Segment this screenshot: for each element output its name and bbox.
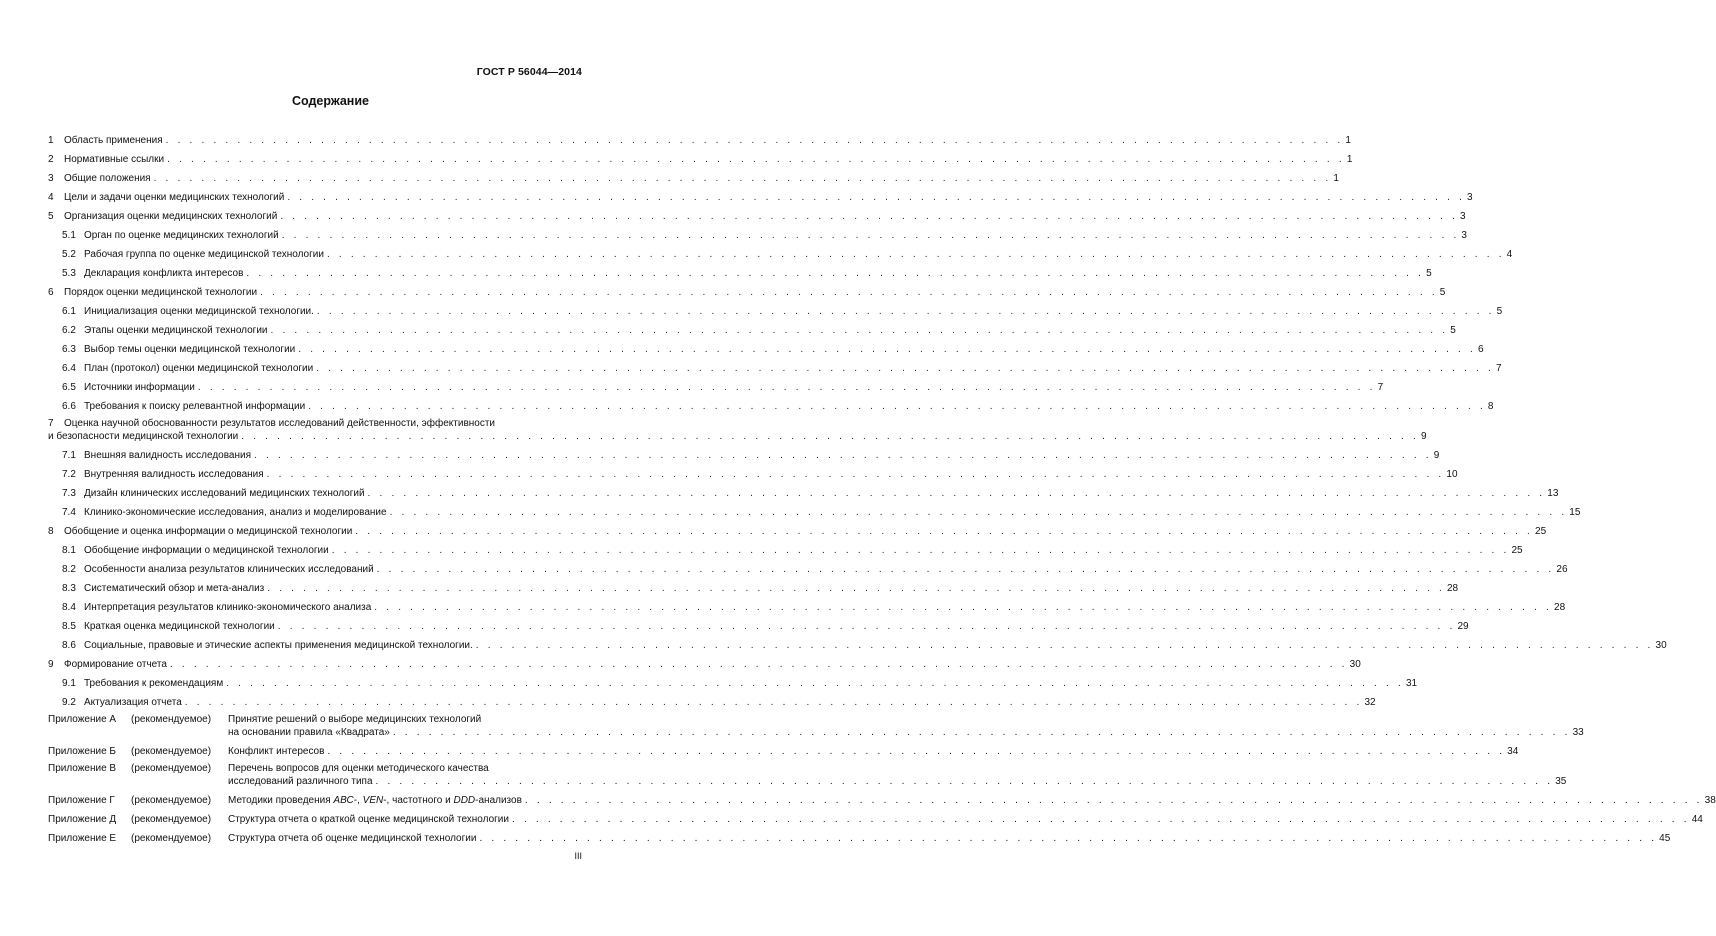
toc-entry-page: 28 [1446, 583, 1459, 594]
toc-entry-number: 8.4 [62, 602, 76, 613]
leader-dots [267, 468, 1445, 481]
appendix-title: Структура отчета об оценке медицинской технологии [228, 833, 477, 844]
toc-entry-label: Обобщение и оценка информации о медицинской технологии [64, 526, 353, 537]
leader-dots [287, 191, 1465, 204]
toc-entry-number: 6.2 [62, 325, 76, 336]
toc-entry-number: 5.1 [62, 230, 76, 241]
toc-entry-label-line2: и безопасности медицинской технологии [48, 431, 239, 442]
appendix-title-line1: Перечень вопросов для оценки методического качества [228, 763, 489, 774]
leader-dots [282, 229, 1460, 242]
appendix-type: (рекомендуемое) [131, 763, 212, 774]
appendix-title-part: -анализов [475, 795, 522, 806]
toc-entry-page: 32 [1364, 697, 1376, 708]
appendix-name: Приложение Г [48, 795, 115, 806]
toc-entry-number: 5.3 [62, 268, 76, 279]
standard-code: ГОСТ Р 56044—2014 [476, 66, 582, 78]
appendix-type: (рекомендуемое) [131, 714, 212, 725]
toc-appendix[interactable] [48, 758, 1567, 788]
appendix-name: Приложение Д [48, 814, 117, 825]
appendix-title-part: -, [353, 795, 363, 806]
toc-entry-number: 7 [48, 418, 54, 429]
toc-entry-label: Интерпретация результатов клинико-экономического анализа [84, 602, 372, 613]
toc-entry-page: 34 [1507, 746, 1519, 757]
toc-appendix[interactable] [48, 788, 1716, 807]
appendix-title-line1: Принятие решений о выборе медицинских технологий [228, 714, 482, 725]
toc-entry-page: 1 [1333, 173, 1339, 184]
leader-dots [167, 153, 1345, 166]
leader-dots [280, 210, 1458, 223]
leader-dots [298, 343, 1476, 356]
toc-subentry[interactable] [48, 595, 1566, 614]
toc-subentry[interactable] [48, 481, 1559, 500]
appendix-type: (рекомендуемое) [131, 746, 212, 757]
toc-entry-page: 7 [1377, 382, 1384, 393]
appendix-type: (рекомендуемое) [131, 833, 212, 844]
appendix-name: Приложение В [48, 763, 117, 774]
leader-dots [271, 324, 1449, 337]
appendix-title-line2: исследований различного типа [228, 776, 373, 787]
toc-entry-page: 1 [1346, 154, 1353, 165]
toc-entry-number: 6.1 [62, 306, 76, 317]
leader-dots [170, 658, 1348, 671]
toc-entry-page: 28 [1554, 602, 1566, 613]
toc-appendix[interactable] [48, 709, 1584, 739]
toc-subentry[interactable] [48, 394, 1494, 413]
appendix-title-part: -, частотного и [383, 795, 454, 806]
appendix-title: Структура отчета о краткой оценке медицинской технологии [228, 814, 509, 825]
toc-entry-label: Обобщение информации о медицинской технологии [84, 545, 329, 556]
toc-entry-label: Порядок оценки медицинской технологии [64, 287, 258, 298]
leader-dots [390, 506, 1568, 519]
toc-entry-page: 44 [1691, 814, 1703, 825]
toc-entry-page: 5 [1450, 325, 1456, 336]
toc-entry-number: 5 [48, 211, 54, 222]
toc-subentry[interactable] [48, 671, 1418, 690]
leader-dots [368, 487, 1546, 500]
appendix-type: (рекомендуемое) [131, 795, 212, 806]
leader-dots [377, 563, 1555, 576]
toc-entry[interactable] [48, 128, 1351, 147]
toc-entry-number: 8.1 [62, 545, 76, 556]
leader-dots [327, 248, 1505, 261]
toc-subentry[interactable] [48, 337, 1484, 356]
toc-entry-label: Актуализация отчета [84, 697, 182, 708]
leader-dots [254, 449, 1432, 462]
toc-entry-page: 35 [1555, 776, 1567, 787]
toc-subentry[interactable] [48, 223, 1467, 242]
toc-entry-label: Область применения [64, 135, 163, 146]
toc-appendix[interactable] [48, 739, 1519, 758]
leader-dots [512, 813, 1690, 826]
toc-entry-label: Требования к рекомендациям [84, 678, 224, 689]
toc-entry[interactable] [48, 166, 1339, 185]
toc-entry-label: Социальные, правовые и этические аспекты применения медицинской технологии. [84, 640, 473, 651]
toc-subentry[interactable] [48, 318, 1456, 337]
appendix-title-ddd: DDD [453, 795, 476, 806]
leader-dots [317, 305, 1495, 318]
appendix-name: Приложение Б [48, 746, 116, 757]
page-number: III [574, 851, 582, 861]
leader-dots [154, 172, 1332, 185]
toc-entry[interactable] [48, 147, 1353, 166]
toc-entry[interactable] [48, 280, 1446, 299]
toc-entry-number: 4 [48, 192, 54, 203]
toc-entry-number: 6.3 [62, 344, 76, 355]
toc-entry-label: Выбор темы оценки медицинской технологии [84, 344, 296, 355]
toc-entry-number: 1 [48, 135, 54, 146]
toc-entry-number: 9 [48, 659, 54, 670]
toc-entry-page: 4 [1506, 249, 1513, 260]
toc-subentry[interactable] [48, 500, 1581, 519]
leader-dots [198, 381, 1376, 394]
toc-entry-label: Декларация конфликта интересов [84, 268, 244, 279]
leader-dots [376, 775, 1554, 788]
appendix-title-line2: на основании правила «Квадрата» [228, 727, 390, 738]
toc-appendix[interactable] [48, 807, 1703, 826]
appendix-title [228, 794, 522, 807]
toc-entry-label: Внутренняя валидность исследования [84, 469, 264, 480]
toc-entry-label: Организация оценки медицинских технологий [64, 211, 278, 222]
table-of-contents [48, 128, 1716, 845]
toc-entry-label: Рабочая группа по оценке медицинской технологии [84, 249, 324, 260]
toc-subentry[interactable] [48, 462, 1458, 481]
toc-entry-label: Орган по оценке медицинских технологий [84, 230, 279, 241]
toc-subentry[interactable] [48, 299, 1503, 318]
leader-dots [267, 582, 1445, 595]
toc-entry-label: Цели и задачи оценки медицинских технологий [64, 192, 285, 203]
toc-entry[interactable] [48, 413, 1427, 443]
toc-entry-page: 1 [1345, 135, 1351, 146]
toc-entry-number: 6.5 [62, 382, 76, 393]
leader-dots [241, 430, 1419, 443]
toc-entry-number: 6.4 [62, 363, 76, 374]
toc-entry-label: План (протокол) оценки медицинской технологии [84, 363, 314, 374]
leader-dots [226, 677, 1404, 690]
toc-entry-label: Краткая оценка медицинской технологии [84, 621, 275, 632]
toc-entry-number: 6 [48, 287, 54, 298]
toc-entry-number: 8.2 [62, 564, 76, 575]
toc-entry-page: 10 [1446, 469, 1458, 480]
toc-subentry[interactable] [48, 576, 1459, 595]
toc-subentry[interactable] [48, 633, 1667, 652]
toc-entry-page: 25 [1535, 526, 1547, 537]
toc-entry-page: 45 [1659, 833, 1671, 844]
toc-entry-number: 9.1 [62, 678, 76, 689]
toc-subentry[interactable] [48, 614, 1469, 633]
toc-entry-page: 7 [1495, 363, 1502, 374]
toc-entry-page: 26 [1556, 564, 1568, 575]
toc-entry-label: Общие положения [64, 173, 151, 184]
toc-subentry[interactable] [48, 538, 1523, 557]
toc-entry-page: 5 [1439, 287, 1446, 298]
toc-subentry[interactable] [48, 690, 1376, 709]
toc-entry-page: 5 [1496, 306, 1503, 317]
toc-entry-label: Требования к поиску релевантной информации [84, 401, 306, 412]
toc-entry-page: 29 [1457, 621, 1469, 632]
leader-dots [355, 525, 1533, 538]
toc-entry-page: 30 [1349, 659, 1361, 670]
toc-subentry[interactable] [48, 375, 1384, 394]
toc-entry-number: 8.3 [62, 583, 76, 594]
toc-appendix[interactable] [48, 826, 1671, 845]
toc-subentry[interactable] [48, 242, 1513, 261]
toc-entry-page: 3 [1461, 230, 1467, 241]
toc-entry-label: Внешняя валидность исследования [84, 450, 252, 461]
toc-entry-page: 9 [1420, 431, 1427, 442]
toc-entry-number: 7.3 [62, 488, 76, 499]
toc-entry-page: 3 [1467, 192, 1473, 203]
toc-entry-page: 33 [1572, 727, 1584, 738]
toc-entry-page: 38 [1704, 795, 1716, 806]
toc-entry[interactable] [48, 185, 1473, 204]
toc-entry-page: 13 [1547, 488, 1559, 499]
toc-entry-number: 7.4 [62, 507, 76, 518]
toc-entry-number: 8 [48, 526, 54, 537]
appendix-name: Приложение Е [48, 833, 117, 844]
leader-dots [278, 620, 1456, 633]
appendix-type: (рекомендуемое) [131, 814, 212, 825]
appendix-name: Приложение А [48, 714, 117, 725]
toc-entry-label: Нормативные ссылки [64, 154, 165, 165]
toc-subentry[interactable] [48, 261, 1432, 280]
toc-entry-page: 8 [1487, 401, 1494, 412]
toc-entry[interactable] [48, 204, 1466, 223]
leader-dots [393, 726, 1571, 739]
toc-entry-page: 15 [1569, 507, 1581, 518]
toc-entry-number: 9.2 [62, 697, 76, 708]
leader-dots [246, 267, 1424, 280]
toc-entry-page: 25 [1511, 545, 1523, 556]
leader-dots [316, 362, 1494, 375]
toc-entry-label: Особенности анализа результатов клинических исследований [84, 564, 374, 575]
toc-entry-page: 30 [1655, 640, 1667, 651]
toc-entry[interactable] [48, 652, 1361, 671]
toc-subentry[interactable] [48, 557, 1568, 576]
toc-entry-page: 31 [1405, 678, 1418, 689]
toc-entry-number: 6.6 [62, 401, 76, 412]
leader-dots [525, 794, 1703, 807]
toc-entry-number: 3 [48, 173, 54, 184]
leader-dots [166, 134, 1344, 147]
toc-entry-label: Дизайн клинических исследований медицинских технологий [84, 488, 365, 499]
appendix-title: Конфликт интересов [228, 746, 325, 757]
toc-entry-number: 7.2 [62, 469, 76, 480]
appendix-title-part: Методики проведения [228, 795, 334, 806]
toc-entry-page: 3 [1460, 211, 1466, 222]
toc-entry-label: Систематический обзор и мета-анализ [84, 583, 265, 594]
toc-entry[interactable] [48, 519, 1547, 538]
leader-dots [374, 601, 1552, 614]
toc-entry-number: 5.2 [62, 249, 76, 260]
leader-dots [479, 832, 1657, 845]
toc-entry-label: Инициализация оценки медицинской технологии. [84, 306, 314, 317]
toc-subentry[interactable] [48, 443, 1440, 462]
leader-dots [308, 400, 1486, 413]
toc-entry-label: Источники информации [84, 382, 195, 393]
leader-dots [332, 544, 1510, 557]
leader-dots [260, 286, 1438, 299]
toc-entry-number: 8.6 [62, 640, 76, 651]
toc-entry-label-line1: Оценка научной обоснованности результатов исследований действенности, эффективности [64, 418, 496, 429]
leader-dots [327, 745, 1505, 758]
toc-entry-number: 8.5 [62, 621, 76, 632]
page-title: Содержание [291, 94, 369, 108]
toc-entry-label: Этапы оценки медицинской технологии [84, 325, 268, 336]
leader-dots [185, 696, 1363, 709]
leader-dots [476, 639, 1654, 652]
toc-entry-number: 7.1 [62, 450, 76, 461]
toc-entry-page: 5 [1426, 268, 1432, 279]
toc-entry-page: 9 [1433, 450, 1440, 461]
appendix-title-abc: АВС [333, 795, 354, 806]
toc-entry-label: Клинико-экономические исследования, анализ и моделирование [84, 507, 387, 518]
appendix-title-ven: VEN [362, 795, 384, 806]
toc-entry-page: 6 [1477, 344, 1484, 355]
toc-entry-number: 2 [48, 154, 54, 165]
toc-subentry[interactable] [48, 356, 1502, 375]
toc-entry-label: Формирование отчета [64, 659, 167, 670]
